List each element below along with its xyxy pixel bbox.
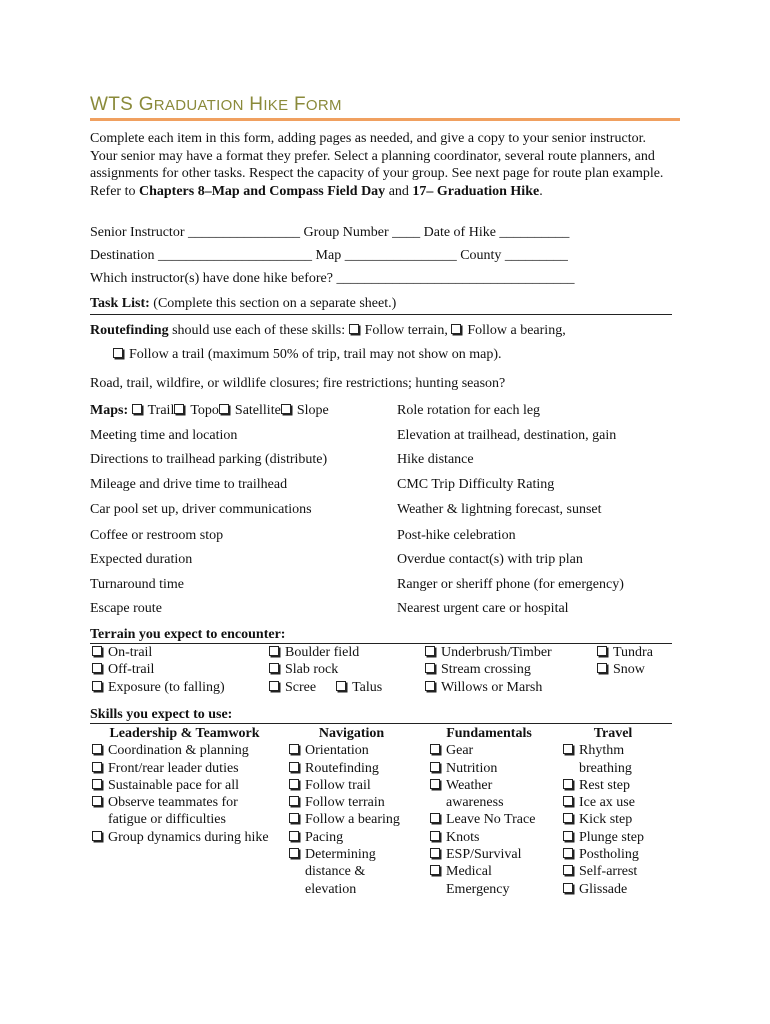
checkbox[interactable] — [430, 779, 440, 789]
closures-line: Road, trail, wildfire, or wildlife closures; fire restrictions; hunting season? — [90, 376, 506, 391]
form-title: WTS GRADUATION HIKE FORM — [90, 94, 342, 115]
follow-bearing-checkbox[interactable] — [451, 324, 461, 334]
checkbox[interactable] — [430, 831, 440, 841]
maps-line: Maps: Trail Topo Satellite Slope — [90, 403, 329, 418]
list-item[interactable]: Rest step — [563, 777, 663, 794]
list-item[interactable]: Determining — [289, 846, 414, 863]
checkbox[interactable] — [425, 646, 435, 656]
list-item[interactable]: Routefinding — [289, 760, 414, 777]
list-item: Expected duration — [90, 552, 193, 567]
skills-rule — [90, 723, 672, 724]
checkbox[interactable] — [269, 681, 279, 691]
list-item: CMC Trip Difficulty Rating — [397, 477, 555, 492]
leadership-title: Leadership & Teamwork — [109, 726, 260, 741]
checkbox[interactable] — [289, 813, 299, 823]
list-item[interactable]: Group dynamics during hike — [92, 829, 277, 846]
checkbox[interactable] — [289, 796, 299, 806]
task-list-heading: Task List: (Complete this section on a separate sheet.) — [90, 296, 397, 311]
list-item: Role rotation for each leg — [397, 403, 541, 418]
checkbox[interactable] — [289, 779, 299, 789]
list-item[interactable]: Sustainable pace for all — [92, 777, 277, 794]
list-item[interactable]: Coordination & planning — [92, 742, 277, 759]
list-item-continued: fatigue or difficulties — [108, 812, 226, 828]
list-item[interactable]: Weather — [430, 777, 548, 794]
list-item: Directions to trailhead parking (distribute) — [90, 452, 328, 467]
checkbox[interactable] — [425, 663, 435, 673]
list-item: Overdue contact(s) with trip plan — [397, 552, 583, 567]
on-trail-option[interactable]: On-trail — [92, 644, 225, 661]
list-item[interactable]: Rhythm — [563, 742, 663, 759]
checkbox[interactable] — [430, 813, 440, 823]
checkbox[interactable] — [430, 848, 440, 858]
list-item[interactable]: Knots — [430, 829, 548, 846]
terrain-col-2 — [269, 644, 382, 696]
destination-line[interactable]: Destination ______________________ Map ________________ County _________ — [90, 248, 568, 263]
navigation-title: Navigation — [318, 726, 385, 741]
list-item: Post-hike celebration — [397, 528, 516, 543]
terrain-heading: Terrain you expect to encounter: — [90, 627, 286, 642]
travel-title: Travel — [593, 726, 633, 741]
leadership-group — [92, 725, 277, 846]
list-item-continued: breathing — [579, 760, 632, 776]
checkbox[interactable] — [563, 865, 573, 875]
list-item[interactable]: Medical — [430, 863, 548, 880]
checkbox[interactable] — [425, 681, 435, 691]
list-item[interactable]: Nutrition — [430, 760, 548, 777]
terrain-col-1 — [92, 644, 225, 696]
list-item: Ranger or sheriff phone (for emergency) — [397, 577, 624, 592]
list-item-continued: elevation — [305, 881, 357, 897]
list-item: Hike distance — [397, 452, 474, 467]
checkbox[interactable] — [289, 744, 299, 754]
list-item: Nearest urgent care or hospital — [397, 601, 569, 616]
list-item: Escape route — [90, 601, 162, 616]
fundamentals-title: Fundamentals — [446, 726, 532, 741]
list-item[interactable]: Postholing — [563, 846, 663, 863]
checkbox[interactable] — [289, 831, 299, 841]
stream-crossing-option[interactable]: Stream crossing — [425, 661, 552, 678]
checkbox[interactable] — [563, 813, 573, 823]
checkbox[interactable] — [563, 779, 573, 789]
list-item: Elevation at trailhead, destination, gain — [397, 428, 617, 443]
terrain-col-3 — [425, 644, 552, 696]
instructors-line[interactable]: Which instructor(s) have done hike before? __________________________________ — [90, 271, 575, 286]
checkbox[interactable] — [269, 646, 279, 656]
underbrush-option[interactable]: Underbrush/Timber — [425, 644, 552, 661]
list-item[interactable]: Follow terrain — [289, 794, 414, 811]
checkbox[interactable] — [289, 848, 299, 858]
list-item: Meeting time and location — [90, 428, 238, 443]
off-trail-option[interactable]: Off-trail — [92, 661, 225, 678]
list-item[interactable]: Orientation — [289, 742, 414, 759]
follow-terrain-checkbox[interactable] — [349, 324, 359, 334]
checkbox[interactable] — [597, 663, 607, 673]
slab-rock-option[interactable]: Slab rock — [269, 661, 382, 678]
topo-checkbox[interactable] — [174, 404, 184, 414]
list-item[interactable]: Glissade — [563, 881, 663, 898]
task-list-rule — [90, 314, 672, 315]
checkbox[interactable] — [92, 831, 102, 841]
title-underline — [90, 118, 680, 121]
checkbox[interactable] — [269, 663, 279, 673]
travel-group — [563, 725, 663, 898]
checkbox[interactable] — [92, 762, 102, 772]
checkbox[interactable] — [92, 744, 102, 754]
list-item[interactable]: Follow trail — [289, 777, 414, 794]
list-item: Turnaround time — [90, 577, 184, 592]
satellite-checkbox[interactable] — [219, 404, 229, 414]
boulder-field-option[interactable]: Boulder field — [269, 644, 382, 661]
scree-option[interactable]: Scree Talus — [269, 679, 382, 696]
terrain-col-4 — [597, 644, 653, 679]
list-item[interactable]: Ice ax use — [563, 794, 663, 811]
checkbox[interactable] — [430, 744, 440, 754]
checkbox[interactable] — [563, 796, 573, 806]
list-item-continued: awareness — [446, 795, 504, 811]
list-item: Coffee or restroom stop — [90, 528, 224, 543]
list-item[interactable]: Follow a bearing — [289, 811, 414, 828]
checkbox[interactable] — [92, 646, 102, 656]
list-item[interactable]: Leave No Trace — [430, 811, 548, 828]
navigation-group — [289, 725, 414, 898]
trail-checkbox[interactable] — [132, 404, 142, 414]
intro-paragraph: Complete each item in this form, adding pages as needed, and give a copy to your senior instructor. Your senior may have a format they prefer. Select a planning coordinator, several route planners, and assignments for other tasks. Respect the capacity of your group. See next page for route plan example. Refer to Chapters 8–Map and Compass Field Day and 17– Graduation Hike. — [90, 131, 664, 199]
list-item[interactable]: ESP/Survival — [430, 846, 548, 863]
list-item-continued: Emergency — [446, 881, 510, 897]
skills-heading: Skills you expect to use: — [90, 707, 233, 722]
checkbox[interactable] — [563, 883, 573, 893]
list-item: Mileage and drive time to trailhead — [90, 477, 288, 492]
fundamentals-group — [430, 725, 548, 898]
tundra-option[interactable]: Tundra — [597, 644, 653, 661]
follow-trail-checkbox[interactable] — [113, 348, 123, 358]
checkbox[interactable] — [92, 779, 102, 789]
checkbox[interactable] — [563, 831, 573, 841]
list-item[interactable]: Plunge step — [563, 829, 663, 846]
senior-instructor-line[interactable]: Senior Instructor ________________ Group Number ____ Date of Hike __________ — [90, 225, 570, 240]
list-item-continued: distance & — [305, 864, 366, 880]
checkbox[interactable] — [563, 744, 573, 754]
follow-trail-line: Follow a trail (maximum 50% of trip, trail may not show on map). — [113, 347, 502, 363]
list-item[interactable]: Gear — [430, 742, 548, 759]
willows-option[interactable]: Willows or Marsh — [425, 679, 552, 696]
checkbox[interactable] — [563, 848, 573, 858]
checkbox[interactable] — [92, 663, 102, 673]
list-item[interactable]: Observe teammates for — [92, 794, 277, 811]
talus-checkbox[interactable] — [336, 681, 346, 691]
snow-option[interactable]: Snow — [597, 661, 653, 678]
checkbox[interactable] — [92, 681, 102, 691]
list-item[interactable]: Pacing — [289, 829, 414, 846]
checkbox[interactable] — [289, 762, 299, 772]
list-item: Car pool set up, driver communications — [90, 502, 312, 517]
list-item[interactable]: Self-arrest — [563, 863, 663, 880]
checkbox[interactable] — [597, 646, 607, 656]
exposure-option[interactable]: Exposure (to falling) — [92, 679, 225, 696]
routefinding-line: Routefinding should use each of these skills: Follow terrain, Follow a bearing, — [90, 323, 566, 338]
list-item: Weather & lightning forecast, sunset — [397, 502, 602, 517]
list-item[interactable]: Kick step — [563, 811, 663, 828]
checkbox[interactable] — [430, 762, 440, 772]
checkbox[interactable] — [430, 865, 440, 875]
slope-checkbox[interactable] — [281, 404, 291, 414]
checkbox[interactable] — [92, 796, 102, 806]
list-item[interactable]: Front/rear leader duties — [92, 760, 277, 777]
